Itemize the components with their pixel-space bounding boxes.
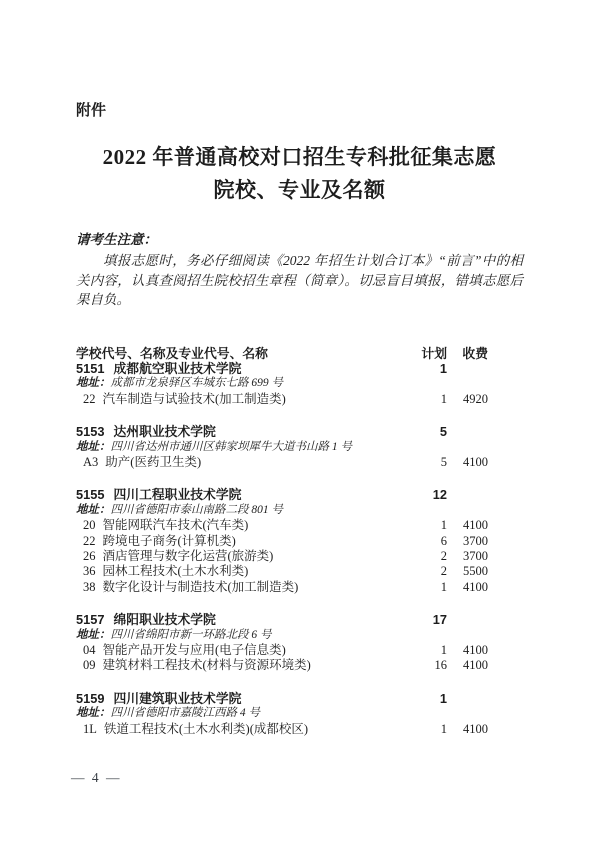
school-address-row [76, 440, 488, 455]
major-row [76, 658, 488, 673]
school-row [76, 361, 488, 376]
major-fee: 4920 [463, 391, 488, 406]
school-title [76, 424, 397, 439]
school-fee-blank [447, 612, 488, 627]
page-number: — 4 — [71, 770, 122, 785]
school-fee-blank [447, 361, 488, 376]
address-label: 地址： [76, 440, 111, 453]
major-name: 助产(医药卫生类) [105, 454, 202, 469]
title-line-1: 2022 年普通高校对口招生专科批征集志愿 [102, 145, 497, 169]
major-code: 22 [83, 391, 96, 406]
school-code: 5155 [76, 487, 105, 503]
school-address: 四川省绵阳市新一环路北段 6 号 [110, 628, 272, 641]
major-plan: 1 [440, 518, 447, 533]
school-row [76, 424, 488, 439]
notice-section [76, 230, 523, 310]
school-plan-total: 1 [439, 690, 447, 706]
major-fee: 4100 [463, 454, 488, 469]
major-code: 38 [83, 579, 96, 594]
school-section-5153 [76, 424, 488, 470]
school-name: 四川建筑职业技术学院 [113, 690, 242, 706]
major-title [76, 564, 397, 579]
major-title [76, 580, 397, 595]
major-row [76, 564, 488, 579]
major-title [76, 549, 397, 564]
school-code: 5157 [76, 612, 105, 628]
major-title [76, 392, 397, 407]
major-row [76, 580, 488, 595]
major-fee: 4100 [463, 658, 488, 673]
school-section-5155 [76, 487, 488, 595]
major-name: 铁道工程技术(土木水利类)(成都校区) [103, 721, 309, 736]
school-sections [76, 361, 488, 737]
school-fee-blank [447, 691, 488, 706]
major-title [76, 518, 397, 533]
school-plan-total: 5 [439, 424, 447, 440]
school-plan-total: 17 [432, 612, 447, 628]
school-code: 5151 [76, 360, 105, 376]
school-plan-total: 1 [439, 360, 447, 376]
school-row [76, 612, 488, 627]
major-fee: 3700 [463, 533, 488, 548]
major-name: 建筑材料工程技术(材料与资源环境类) [102, 658, 311, 673]
major-name: 园林工程技术(土木水利类) [102, 564, 249, 579]
school-fee-blank [447, 487, 488, 502]
major-row [76, 549, 488, 564]
major-plan: 16 [434, 658, 447, 673]
school-title [76, 612, 397, 627]
major-plan: 6 [440, 533, 447, 548]
school-address-row [76, 706, 488, 721]
major-name: 数字化设计与制造技术(加工制造类) [102, 579, 299, 594]
major-name: 智能产品开发与应用(电子信息类) [102, 643, 286, 657]
school-address: 成都市龙泉驿区车城东七路 699 号 [110, 377, 283, 390]
major-plan: 1 [440, 643, 447, 657]
school-address-row [76, 503, 488, 518]
major-title [76, 534, 397, 549]
major-code: 1L [83, 721, 97, 736]
school-name: 成都航空职业技术学院 [113, 360, 242, 376]
major-name: 智能网联汽车技术(汽车类) [102, 518, 249, 533]
major-title [76, 643, 397, 658]
major-fee: 4100 [463, 579, 488, 594]
major-row [76, 518, 488, 533]
major-row [76, 722, 488, 737]
school-title [76, 361, 397, 376]
attachment-label: 附件 [76, 102, 107, 119]
school-code: 5153 [76, 424, 105, 440]
major-row [76, 455, 488, 470]
major-fee: 4100 [463, 643, 488, 657]
major-code: 20 [83, 518, 96, 533]
school-address-row [76, 376, 488, 391]
major-title [76, 455, 397, 470]
major-name: 跨境电子商务(计算机类) [102, 533, 236, 548]
school-address-row [76, 628, 488, 643]
major-title [76, 722, 397, 737]
notice-body: 填报志愿时，务必仔细阅读《2022 年招生计划合订本》“前言”中的相关内容，认真查阅招生院校招生章程（简章）。切忌盲目填报，错填志愿后果自负。 [76, 253, 523, 307]
major-fee: 4100 [463, 518, 488, 533]
column-header-school: 学校代号、名称及专业代号、名称 [76, 345, 268, 361]
major-name: 汽车制造与试验技术(加工制造类) [102, 391, 286, 406]
page-content [0, 101, 600, 737]
title-line-2: 院校、专业及名额 [213, 178, 386, 202]
major-plan: 1 [440, 721, 447, 736]
school-address: 四川省达州市通川区韩家坝犀牛大道书山路 1 号 [110, 440, 352, 453]
school-plan-total: 12 [432, 487, 447, 503]
table-header-row [76, 346, 488, 361]
school-section-5157 [76, 612, 488, 674]
major-plan: 5 [440, 454, 447, 469]
school-row [76, 691, 488, 706]
school-title [76, 691, 397, 706]
major-fee: 4100 [463, 721, 488, 736]
major-code: 09 [83, 658, 96, 673]
column-header-fee: 收费 [462, 345, 488, 361]
major-code: 22 [83, 533, 96, 548]
school-address: 四川省德阳市泰山南路二段 801 号 [110, 503, 283, 516]
address-label: 地址： [76, 707, 111, 720]
major-row [76, 534, 488, 549]
school-fee-blank [447, 424, 488, 439]
major-code: 04 [83, 643, 96, 657]
address-label: 地址： [76, 628, 111, 641]
major-code: A3 [83, 454, 99, 469]
major-title [76, 658, 397, 673]
major-plan: 1 [440, 579, 447, 594]
school-name: 达州职业技术学院 [113, 424, 216, 440]
notice-heading: 请考生注意： [76, 232, 157, 247]
major-row [76, 643, 488, 658]
major-fee: 5500 [463, 564, 488, 579]
school-section-5151 [76, 361, 488, 407]
school-code: 5159 [76, 690, 105, 706]
column-header-plan: 计划 [421, 345, 447, 361]
address-label: 地址： [76, 377, 111, 390]
major-plan: 2 [440, 564, 447, 579]
major-code: 26 [83, 548, 96, 563]
major-fee: 3700 [463, 548, 488, 563]
major-code: 36 [83, 564, 96, 579]
plan-table [76, 346, 488, 738]
document-title [76, 141, 523, 207]
school-title [76, 487, 397, 502]
school-name: 四川工程职业技术学院 [113, 487, 242, 503]
school-address: 四川省德阳市嘉陵江西路 4 号 [110, 707, 260, 720]
school-name: 绵阳职业技术学院 [113, 612, 216, 628]
address-label: 地址： [76, 503, 111, 516]
major-row [76, 392, 488, 407]
school-section-5159 [76, 691, 488, 737]
major-name: 酒店管理与数字化运营(旅游类) [102, 548, 274, 563]
major-plan: 2 [440, 548, 447, 563]
major-plan: 1 [440, 391, 447, 406]
school-row [76, 487, 488, 502]
